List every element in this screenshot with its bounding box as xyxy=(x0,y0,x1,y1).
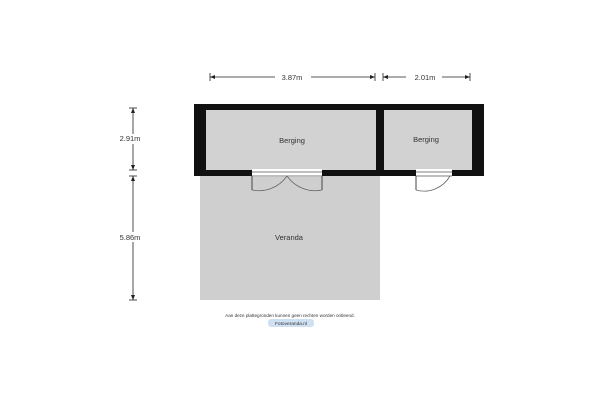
room-label-storage-left: Berging xyxy=(279,136,305,145)
dimension-label-left-lower: 5.86m xyxy=(119,233,141,242)
disclaimer-text: Aan deze plattegronden kunnen geen rechten worden ontleend. xyxy=(225,313,355,318)
room-label-storage-right: Berging xyxy=(413,135,439,144)
dimension-label-top-right: 2.01m xyxy=(414,73,436,82)
brand-badge-text: Fotoveranda.nl xyxy=(275,322,307,327)
room-label-veranda: Veranda xyxy=(275,233,303,242)
dimension-label-top-left: 3.87m xyxy=(281,73,303,82)
dimension-label-left-upper: 2.91m xyxy=(119,134,141,143)
single-door xyxy=(416,169,452,191)
